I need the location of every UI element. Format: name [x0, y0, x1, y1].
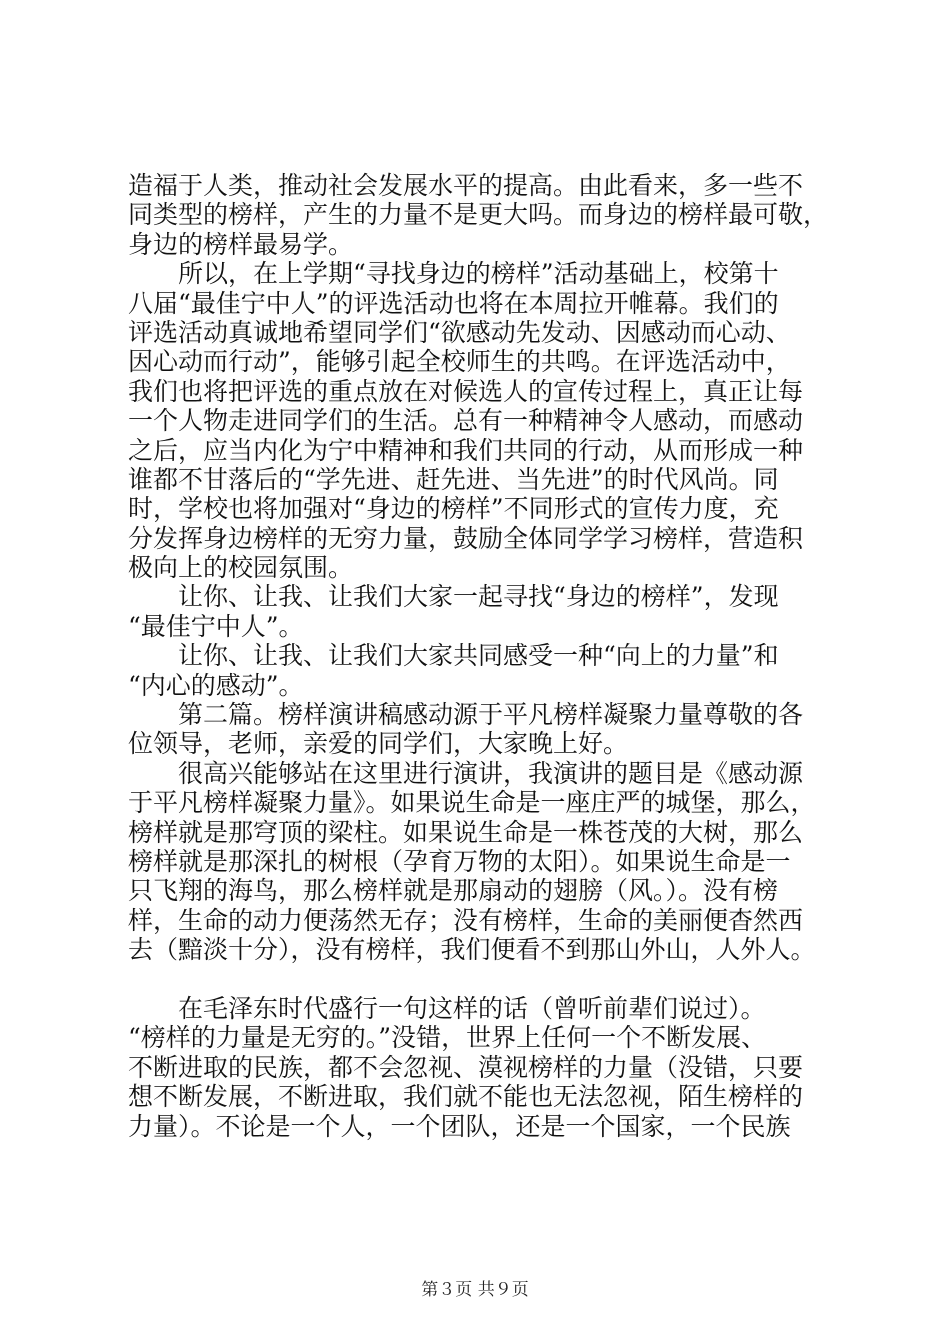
text-line: 不断进取的民族，都不会忽视、漠视榜样的力量（没错，只要 — [128, 1052, 804, 1082]
text-line: 之后，应当内化为宁中精神和我们共同的行动，从而形成一种 — [128, 435, 804, 465]
text-line: 极向上的校园氛围。 — [128, 553, 354, 583]
text-line: 八届“最佳宁中人”的评选活动也将在本周拉开帷幕。我们的 — [128, 288, 779, 318]
text-line: 身边的榜样最易学。 — [128, 229, 354, 259]
text-line: 让你、让我、让我们大家共同感受一种“向上的力量”和 — [128, 641, 779, 671]
text-line: 力量）。不论是一个人，一个团队，还是一个国家，一个民族 — [128, 1111, 791, 1141]
text-line: 很高兴能够站在这里进行演讲，我演讲的题目是《感动源 — [128, 758, 804, 788]
text-line: 一个人物走进同学们的生活。总有一种精神令人感动，而感动 — [128, 406, 804, 436]
text-line: 位领导，老师，亲爱的同学们，大家晚上好。 — [128, 729, 629, 759]
text-line: 榜样就是那深扎的树根（孕育万物的太阳）。如果说生命是一 — [128, 846, 791, 876]
text-line: 造福于人类，推动社会发展水平的提高。由此看来，多一些不 — [128, 171, 804, 200]
text-line: 所以，在上学期“寻找身边的榜样”活动基础上，校第十 — [128, 259, 779, 289]
text-line: 同类型的榜样，产生的力量不是更大吗。而身边的榜样最可敬， — [128, 200, 828, 230]
text-line: “最佳宁中人”。 — [128, 611, 304, 641]
text-line: 谁都不甘落后的“学先进、赶先进、当先进”的时代风尚。同 — [128, 464, 779, 494]
text-line: 只飞翔的海鸟，那么榜样就是那扇动的翅膀（风。）。没有榜 — [128, 876, 779, 906]
text-line: “榜样的力量是无穷的。”没错，世界上任何一个不断发展、 — [128, 1023, 767, 1053]
text-line: 想不断发展，不断进取，我们就不能也无法忽视，陌生榜样的 — [128, 1082, 804, 1112]
text-line: “内心的感动”。 — [128, 670, 304, 700]
text-line: 于平凡榜样凝聚力量》。如果说生命是一座庄严的城堡，那么， — [128, 788, 816, 818]
text-line: 时，学校也将加强对“身边的榜样”不同形式的宣传力度，充 — [128, 494, 779, 524]
text-line: 榜样就是那穹顶的梁柱。如果说生命是一株苍茂的大树，那么 — [128, 817, 804, 847]
text-line: 去（黯淡十分），没有榜样，我们便看不到那山外山，人外人。 — [128, 935, 816, 965]
text-line: 我们也将把评选的重点放在对候选人的宣传过程上，真正让每 — [128, 376, 804, 406]
text-line: 分发挥身边榜样的无穷力量，鼓励全体同学学习榜样，营造积 — [128, 523, 804, 553]
paragraph-gap — [128, 965, 828, 994]
text-line: 第二篇。榜样演讲稿感动源于平凡榜样凝聚力量尊敬的各 — [128, 700, 804, 730]
text-line: 因心动而行动”，能够引起全校师生的共鸣。在评选活动中， — [128, 347, 791, 377]
text-line: 在毛泽东时代盛行一句这样的话（曾听前辈们说过）。 — [128, 993, 766, 1023]
text-line: 评选活动真诚地希望同学们“欲感动先发动、因感动而心动、 — [128, 317, 791, 347]
body-text — [128, 171, 828, 1141]
text-line: 样，生命的动力便荡然无存；没有榜样，生命的美丽便杳然西 — [128, 905, 804, 935]
page-number-footer: 第３页 共９页 — [421, 1280, 529, 1300]
text-line: 让你、让我、让我们大家一起寻找“身边的榜样”，发现 — [128, 582, 779, 612]
